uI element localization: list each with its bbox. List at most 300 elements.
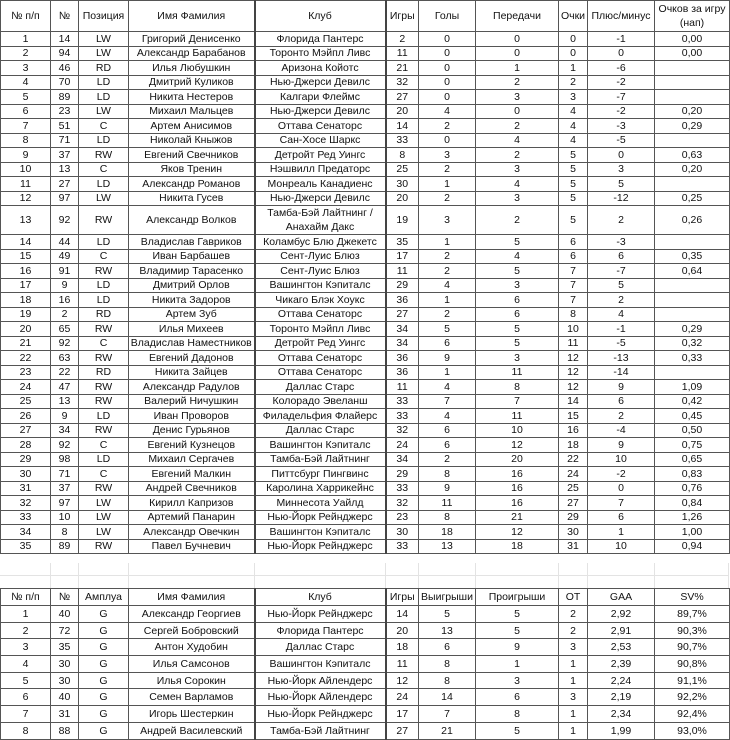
cell-col-10: 2,24 (588, 672, 655, 689)
cell-col-11: 0,20 (655, 104, 730, 119)
cell-games: 19 (386, 206, 419, 235)
cell-col-9: 2 (559, 622, 588, 639)
cell-col-11: 0,75 (655, 438, 730, 453)
cell-row-index: 4 (1, 75, 51, 90)
cell-col-10: -7 (588, 90, 655, 105)
table-row (1, 119, 730, 134)
cell-col-7: 13 (419, 622, 476, 639)
cell-club: Вашингтон Кэпиталс (255, 438, 386, 453)
cell-player-name: Николай Кныжов (129, 133, 255, 148)
table-row (1, 278, 730, 293)
cell-position: C (79, 162, 129, 177)
cell-col-11: 0,65 (655, 452, 730, 467)
cell-col-9: 12 (559, 351, 588, 366)
cell-club: Нью-Йорк Рейнджерс (255, 539, 386, 554)
cell-games: 33 (386, 133, 419, 148)
cell-col-11: 0,29 (655, 119, 730, 134)
cell-jersey-number: 89 (51, 539, 79, 554)
cell-games: 18 (386, 639, 419, 656)
cell-club: Нэшвилл Предаторс (255, 162, 386, 177)
cell-games: 33 (386, 539, 419, 554)
cell-col-9: 7 (559, 264, 588, 279)
cell-position: RD (79, 307, 129, 322)
cell-player-name: Илья Михеев (129, 322, 255, 337)
cell-row-index: 21 (1, 336, 51, 351)
cell-col-9: 27 (559, 496, 588, 511)
cell-col-8: 5 (476, 622, 559, 639)
table-row (1, 32, 730, 47)
cell-col-9: 3 (559, 90, 588, 105)
cell-games: 36 (386, 365, 419, 380)
table-row (1, 104, 730, 119)
cell-col-8: 0 (476, 46, 559, 61)
cell-player-name: Александр Овечкин (129, 525, 255, 540)
cell-club: Флорида Пантерс (255, 32, 386, 47)
cell-col-10: 2 (588, 293, 655, 308)
cell-col-9: 1 (559, 722, 588, 739)
cell-position: LD (79, 452, 129, 467)
cell-col-9: 29 (559, 510, 588, 525)
cell-row-index: 23 (1, 365, 51, 380)
cell-jersey-number: 91 (51, 264, 79, 279)
cell-jersey-number: 92 (51, 438, 79, 453)
cell-club: Коламбус Блю Джекетс (255, 235, 386, 250)
table-row (1, 525, 730, 540)
cell-col-11: 0,63 (655, 148, 730, 163)
cell-row-index: 7 (1, 119, 51, 134)
cell-col-10: 2 (588, 206, 655, 235)
cell-col-11: 0,45 (655, 409, 730, 424)
cell-row-index: 10 (1, 162, 51, 177)
cell-jersey-number: 30 (51, 656, 79, 673)
cell-col-9: 1 (559, 672, 588, 689)
cell-col-9: 30 (559, 525, 588, 540)
cell-col-8: 2 (476, 148, 559, 163)
cell-position: RW (79, 322, 129, 337)
cell-col-7: 4 (419, 278, 476, 293)
cell-jersey-number: 88 (51, 722, 79, 739)
cell-club: Детройт Ред Уингс (255, 336, 386, 351)
cell-col-8: 12 (476, 438, 559, 453)
table-row (1, 481, 730, 496)
cell-games: 30 (386, 525, 419, 540)
cell-games: 36 (386, 293, 419, 308)
cell-row-index: 20 (1, 322, 51, 337)
cell-col-10: 9 (588, 380, 655, 395)
cell-position: C (79, 336, 129, 351)
cell-club: Детройт Ред Уингс (255, 148, 386, 163)
table-row (1, 423, 730, 438)
cell-position: C (79, 467, 129, 482)
cell-col-9: 1 (559, 656, 588, 673)
cell-row-index: 31 (1, 481, 51, 496)
cell-jersey-number: 63 (51, 351, 79, 366)
cell-col-10: 2 (588, 409, 655, 424)
cell-col-7: 6 (419, 438, 476, 453)
cell-col-11: 0,50 (655, 423, 730, 438)
cell-col-11: 89,7% (655, 606, 730, 623)
header-col-8: Проигрыши (476, 589, 559, 606)
header-games: Игры (386, 589, 419, 606)
table-row (1, 322, 730, 337)
cell-club: Питтсбург Пингвинс (255, 467, 386, 482)
cell-col-7: 6 (419, 639, 476, 656)
cell-col-10: 1 (588, 525, 655, 540)
cell-position: LD (79, 293, 129, 308)
cell-row-index: 22 (1, 351, 51, 366)
cell-col-8: 16 (476, 467, 559, 482)
header-position: Позиция (79, 1, 129, 32)
table-row (1, 606, 730, 623)
cell-col-10: 2,19 (588, 689, 655, 706)
cell-col-8: 16 (476, 496, 559, 511)
cell-row-index: 24 (1, 380, 51, 395)
cell-row-index: 33 (1, 510, 51, 525)
cell-col-8: 5 (476, 235, 559, 250)
cell-jersey-number: 71 (51, 467, 79, 482)
cell-player-name: Александр Романов (129, 177, 255, 192)
table-row (1, 90, 730, 105)
cell-row-index: 5 (1, 672, 51, 689)
cell-club: Оттава Сенаторс (255, 119, 386, 134)
cell-club: Торонто Мэйпл Ливс (255, 46, 386, 61)
table-row (1, 722, 730, 739)
cell-position: C (79, 438, 129, 453)
cell-position: G (79, 689, 129, 706)
cell-games: 12 (386, 672, 419, 689)
cell-col-9: 12 (559, 365, 588, 380)
cell-jersey-number: 35 (51, 639, 79, 656)
cell-col-8: 8 (476, 380, 559, 395)
cell-jersey-number: 23 (51, 104, 79, 119)
cell-jersey-number: 92 (51, 206, 79, 235)
cell-col-7: 1 (419, 177, 476, 192)
cell-position: LD (79, 90, 129, 105)
header-col-11: SV% (655, 589, 730, 606)
cell-jersey-number: 97 (51, 496, 79, 511)
cell-col-11 (655, 307, 730, 322)
cell-col-8: 11 (476, 365, 559, 380)
cell-col-10: 10 (588, 539, 655, 554)
cell-player-name: Евгений Дадонов (129, 351, 255, 366)
cell-col-9: 3 (559, 689, 588, 706)
cell-col-11 (655, 278, 730, 293)
cell-col-11 (655, 235, 730, 250)
cell-games: 11 (386, 656, 419, 673)
cell-row-index: 7 (1, 706, 51, 723)
cell-col-9: 24 (559, 467, 588, 482)
cell-position: G (79, 722, 129, 739)
cell-games: 11 (386, 46, 419, 61)
cell-col-7: 1 (419, 365, 476, 380)
cell-col-11: 0,29 (655, 322, 730, 337)
cell-player-name: Дмитрий Орлов (129, 278, 255, 293)
cell-col-10: 2,92 (588, 606, 655, 623)
cell-col-10: -13 (588, 351, 655, 366)
header-jersey-number: № (51, 589, 79, 606)
cell-player-name: Александр Волков (129, 206, 255, 235)
cell-col-10: 2,34 (588, 706, 655, 723)
cell-games: 32 (386, 423, 419, 438)
cell-games: 34 (386, 336, 419, 351)
cell-col-7: 21 (419, 722, 476, 739)
cell-col-10: -6 (588, 61, 655, 76)
cell-row-index: 28 (1, 438, 51, 453)
cell-col-11 (655, 75, 730, 90)
cell-col-8: 5 (476, 722, 559, 739)
cell-player-name: Евгений Свечников (129, 148, 255, 163)
cell-col-7: 2 (419, 162, 476, 177)
cell-row-index: 3 (1, 61, 51, 76)
cell-row-index: 18 (1, 293, 51, 308)
table-row (1, 133, 730, 148)
cell-col-8: 20 (476, 452, 559, 467)
cell-col-8: 2 (476, 75, 559, 90)
cell-games: 24 (386, 689, 419, 706)
cell-row-index: 1 (1, 606, 51, 623)
table-row (1, 706, 730, 723)
cell-player-name: Владислав Наместников (129, 336, 255, 351)
cell-col-10: 2,39 (588, 656, 655, 673)
cell-player-name: Евгений Малкин (129, 467, 255, 482)
cell-jersey-number: 9 (51, 278, 79, 293)
header-col-7: Голы (419, 1, 476, 32)
cell-col-9: 16 (559, 423, 588, 438)
cell-games: 17 (386, 249, 419, 264)
cell-row-index: 15 (1, 249, 51, 264)
cell-games: 30 (386, 177, 419, 192)
cell-col-11: 0,42 (655, 394, 730, 409)
cell-col-10: -3 (588, 119, 655, 134)
cell-col-8: 10 (476, 423, 559, 438)
cell-col-10: 6 (588, 249, 655, 264)
cell-club: Миннесота Уайлд (255, 496, 386, 511)
cell-games: 21 (386, 61, 419, 76)
cell-jersey-number: 14 (51, 32, 79, 47)
table-row (1, 148, 730, 163)
cell-club: Вашингтон Кэпиталс (255, 525, 386, 540)
header-games: Игры (386, 1, 419, 32)
cell-row-index: 2 (1, 46, 51, 61)
cell-col-10: -4 (588, 423, 655, 438)
cell-col-9: 6 (559, 249, 588, 264)
cell-row-index: 14 (1, 235, 51, 250)
cell-row-index: 1 (1, 32, 51, 47)
cell-col-10: -12 (588, 191, 655, 206)
cell-col-7: 2 (419, 249, 476, 264)
goalies-header-row (1, 589, 730, 606)
cell-col-9: 0 (559, 32, 588, 47)
cell-col-9: 10 (559, 322, 588, 337)
header-col-7: Выигрыши (419, 589, 476, 606)
cell-col-11 (655, 61, 730, 76)
table-row (1, 249, 730, 264)
cell-club: Калгари Флеймс (255, 90, 386, 105)
header-col-10: Плюс/минус (588, 1, 655, 32)
cell-col-7: 0 (419, 133, 476, 148)
cell-col-8: 1 (476, 656, 559, 673)
cell-col-11: 0,84 (655, 496, 730, 511)
header-jersey-number: № (51, 1, 79, 32)
cell-col-9: 11 (559, 336, 588, 351)
cell-club: Даллас Старс (255, 423, 386, 438)
cell-club: Чикаго Блэк Хоукс (255, 293, 386, 308)
cell-position: LD (79, 235, 129, 250)
table-row (1, 46, 730, 61)
cell-col-8: 6 (476, 293, 559, 308)
cell-col-7: 5 (419, 606, 476, 623)
empty-spreadsheet-rows (0, 563, 729, 588)
cell-player-name: Сергей Бобровский (129, 622, 255, 639)
cell-position: LW (79, 46, 129, 61)
cell-col-9: 8 (559, 307, 588, 322)
header-club: Клуб (255, 589, 386, 606)
table-row (1, 177, 730, 192)
cell-position: RW (79, 264, 129, 279)
cell-col-7: 13 (419, 539, 476, 554)
cell-row-index: 13 (1, 206, 51, 235)
cell-club: Нью-Йорк Рейнджерс (255, 606, 386, 623)
header-player-name: Имя Фамилия (129, 1, 255, 32)
cell-row-index: 4 (1, 656, 51, 673)
cell-club: Оттава Сенаторс (255, 365, 386, 380)
cell-col-8: 3 (476, 90, 559, 105)
header-club: Клуб (255, 1, 386, 32)
cell-row-index: 6 (1, 689, 51, 706)
cell-jersey-number: 10 (51, 510, 79, 525)
cell-row-index: 2 (1, 622, 51, 639)
cell-col-10: 6 (588, 394, 655, 409)
cell-games: 8 (386, 148, 419, 163)
cell-col-11: 0,64 (655, 264, 730, 279)
cell-col-11: 1,00 (655, 525, 730, 540)
cell-position: G (79, 639, 129, 656)
cell-games: 2 (386, 32, 419, 47)
cell-club: Сент-Луис Блюз (255, 249, 386, 264)
gridline (0, 575, 729, 576)
cell-position: LW (79, 496, 129, 511)
cell-club: Аризона Койотс (255, 61, 386, 76)
cell-club: Нью-Йорк Рейнджерс (255, 510, 386, 525)
cell-col-7: 2 (419, 119, 476, 134)
cell-col-10: 4 (588, 307, 655, 322)
cell-col-8: 3 (476, 278, 559, 293)
cell-club: Нью-Йорк Айлендерс (255, 672, 386, 689)
table-row (1, 380, 730, 395)
cell-col-11 (655, 365, 730, 380)
cell-col-8: 3 (476, 162, 559, 177)
cell-col-7: 1 (419, 235, 476, 250)
cell-player-name: Иван Барбашев (129, 249, 255, 264)
table-row (1, 75, 730, 90)
cell-player-name: Дмитрий Куликов (129, 75, 255, 90)
cell-col-9: 15 (559, 409, 588, 424)
cell-col-10: 6 (588, 510, 655, 525)
cell-club: Нью-Йорк Айлендерс (255, 689, 386, 706)
cell-col-8: 8 (476, 706, 559, 723)
cell-jersey-number: 47 (51, 380, 79, 395)
cell-games: 32 (386, 496, 419, 511)
table-row (1, 336, 730, 351)
cell-row-index: 35 (1, 539, 51, 554)
table-row (1, 235, 730, 250)
cell-jersey-number: 65 (51, 322, 79, 337)
cell-player-name: Александр Радулов (129, 380, 255, 395)
table-row (1, 689, 730, 706)
cell-col-7: 0 (419, 46, 476, 61)
cell-games: 33 (386, 409, 419, 424)
cell-col-9: 4 (559, 133, 588, 148)
cell-col-9: 4 (559, 119, 588, 134)
cell-jersey-number: 8 (51, 525, 79, 540)
cell-games: 11 (386, 264, 419, 279)
cell-col-10: 3 (588, 162, 655, 177)
cell-club: Нью-Джерси Девилс (255, 104, 386, 119)
cell-col-7: 0 (419, 90, 476, 105)
cell-col-10: 0 (588, 481, 655, 496)
cell-club: Монреаль Канадиенс (255, 177, 386, 192)
cell-col-8: 11 (476, 409, 559, 424)
cell-col-7: 7 (419, 706, 476, 723)
cell-jersey-number: 46 (51, 61, 79, 76)
cell-player-name: Александр Барабанов (129, 46, 255, 61)
cell-col-9: 31 (559, 539, 588, 554)
cell-col-9: 1 (559, 61, 588, 76)
cell-col-8: 5 (476, 336, 559, 351)
cell-col-7: 14 (419, 689, 476, 706)
cell-col-7: 0 (419, 32, 476, 47)
cell-col-11: 90,3% (655, 622, 730, 639)
cell-jersey-number: 97 (51, 191, 79, 206)
cell-position: LW (79, 104, 129, 119)
table-row (1, 351, 730, 366)
cell-col-9: 5 (559, 191, 588, 206)
table-row (1, 409, 730, 424)
cell-col-10: 7 (588, 496, 655, 511)
cell-col-10: -1 (588, 322, 655, 337)
cell-games: 27 (386, 90, 419, 105)
cell-col-8: 4 (476, 177, 559, 192)
table-row (1, 672, 730, 689)
cell-player-name: Андрей Свечников (129, 481, 255, 496)
cell-col-10: 5 (588, 177, 655, 192)
cell-games: 14 (386, 606, 419, 623)
cell-position: RD (79, 365, 129, 380)
table-row (1, 191, 730, 206)
cell-position: G (79, 656, 129, 673)
table-row (1, 264, 730, 279)
cell-player-name: Денис Гурьянов (129, 423, 255, 438)
cell-col-7: 18 (419, 525, 476, 540)
cell-club: Тамба-Бэй Лайтнинг (255, 452, 386, 467)
cell-jersey-number: 37 (51, 148, 79, 163)
header-col-9: Очки (559, 1, 588, 32)
cell-position: G (79, 606, 129, 623)
cell-jersey-number: 13 (51, 162, 79, 177)
cell-col-9: 14 (559, 394, 588, 409)
cell-col-10: 5 (588, 278, 655, 293)
cell-player-name: Антон Худобин (129, 639, 255, 656)
cell-club: Флорида Пантерс (255, 622, 386, 639)
cell-position: LW (79, 525, 129, 540)
cell-col-7: 6 (419, 336, 476, 351)
cell-games: 34 (386, 322, 419, 337)
cell-col-7: 3 (419, 206, 476, 235)
cell-col-8: 0 (476, 104, 559, 119)
cell-jersey-number: 51 (51, 119, 79, 134)
cell-col-7: 0 (419, 61, 476, 76)
cell-position: RW (79, 394, 129, 409)
